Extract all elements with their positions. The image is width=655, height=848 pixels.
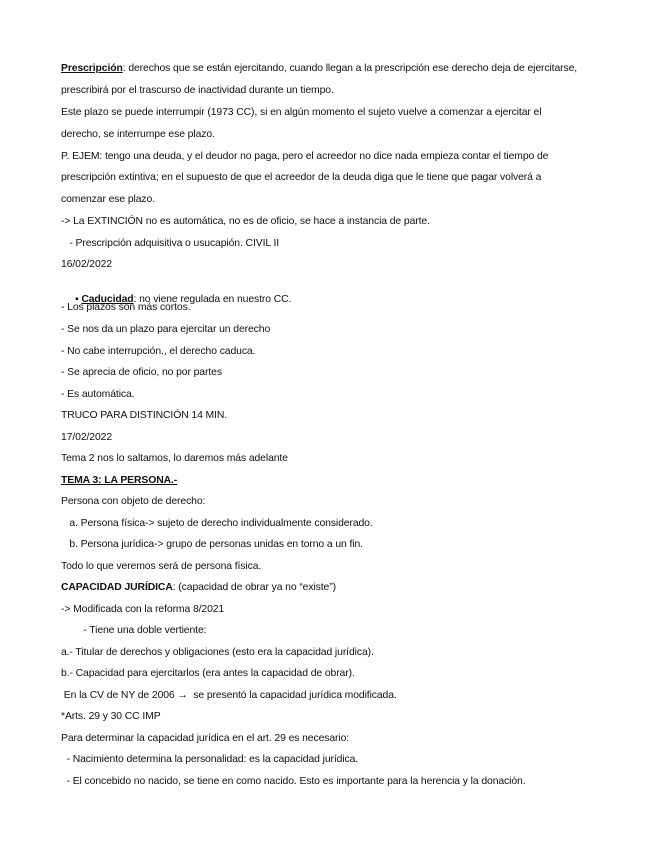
paragraph-line: Persona con objeto de derecho:: [61, 496, 206, 507]
paragraph-line: - Prescripción adquisitiva o usucapión. CIVIL II: [61, 238, 280, 249]
list-item: - Se aprecia de oficio, no por partes: [61, 367, 222, 378]
section-heading: TEMA 3: LA PERSONA.-: [61, 475, 178, 486]
list-item: - Se nos da un plazo para ejercitar un derecho: [61, 324, 271, 335]
term-capacidad-juridica: CAPACIDAD JURÍDICA: [61, 582, 173, 593]
paragraph-line: prescribirá por el trascurso de inactividad durante un tiempo.: [61, 85, 334, 96]
list-item: - Es automática.: [61, 389, 135, 400]
paragraph-line: -> La EXTINCIÓN no es automática, no es de oficio, se hace a instancia de parte.: [61, 216, 430, 227]
paragraph-line: *Arts. 29 y 30 CC IMP: [61, 711, 161, 722]
paragraph-line: P. EJEM: tengo una deuda, y el deudor no paga, pero el acreedor no dice nada empieza contar el tiempo de: [61, 151, 549, 162]
list-item: b.- Capacidad para ejercitarlos (era antes la capacidad de obrar).: [61, 668, 355, 679]
list-item: b. Persona jurídica-> grupo de personas unidas en torno a un fin.: [61, 539, 363, 550]
paragraph-line: [61, 62, 577, 75]
paragraph-line: prescripción extintiva; en el supuesto de que el acreedor de la deuda diga que le tiene que pagar volverá a: [61, 172, 542, 183]
bullet-icon: ▪: [72, 294, 82, 305]
paragraph-line: Este plazo se puede interrumpir (1973 CC), si en algún momento el sujeto vuelve a comenzar a ejercitar el: [61, 107, 542, 118]
paragraph-line: Todo lo que veremos será de persona física.: [61, 561, 262, 572]
paragraph-line: TRUCO PARA DISTINCIÓN 14 MIN.: [61, 410, 228, 421]
term-prescripcion: Prescripción: [61, 63, 123, 74]
list-item: a. Persona física-> sujeto de derecho individualmente considerado.: [61, 518, 373, 529]
paragraph-line: derecho, se interrumpe ese plazo.: [61, 129, 215, 140]
list-item: - Nacimiento determina la personalidad: es la capacidad jurídica.: [61, 754, 359, 765]
paragraph-line: [61, 581, 336, 594]
term-caducidad: Caducidad: [81, 294, 134, 305]
paragraph-line: comenzar ese plazo.: [61, 194, 155, 205]
line-text: : derechos que se están ejercitando, cuando llegan a la prescripción ese derecho deja de ejercitarse,: [122, 63, 578, 74]
line-text: : no viene regulada en nuestro CC.: [133, 294, 292, 305]
date-line: 17/02/2022: [61, 432, 113, 443]
date-line: 16/02/2022: [61, 259, 113, 270]
paragraph-line: Tema 2 nos lo saltamos, lo daremos más adelante: [61, 453, 288, 464]
list-item: - El concebido no nacido, se tiene en como nacido. Esto es importante para la herencia y la donación.: [61, 776, 526, 787]
line-text: : (capacidad de obrar ya no “existe”): [172, 582, 336, 593]
paragraph-line: Para determinar la capacidad jurídica en el art. 29 es necesario:: [61, 733, 350, 744]
paragraph-line: En la CV de NY de 2006 → se presentó la capacidad jurídica modificada.: [61, 690, 397, 701]
paragraph-line: -> Modificada con la reforma 8/2021: [61, 604, 225, 615]
paragraph-line: - Tiene una doble vertiente:: [61, 625, 207, 636]
list-item: - No cabe interrupción., el derecho caduca.: [61, 346, 256, 357]
list-item: a.- Titular de derechos y obligaciones (esto era la capacidad jurídica).: [61, 647, 374, 658]
list-item: - Los plazos son más cortos.: [61, 302, 191, 313]
